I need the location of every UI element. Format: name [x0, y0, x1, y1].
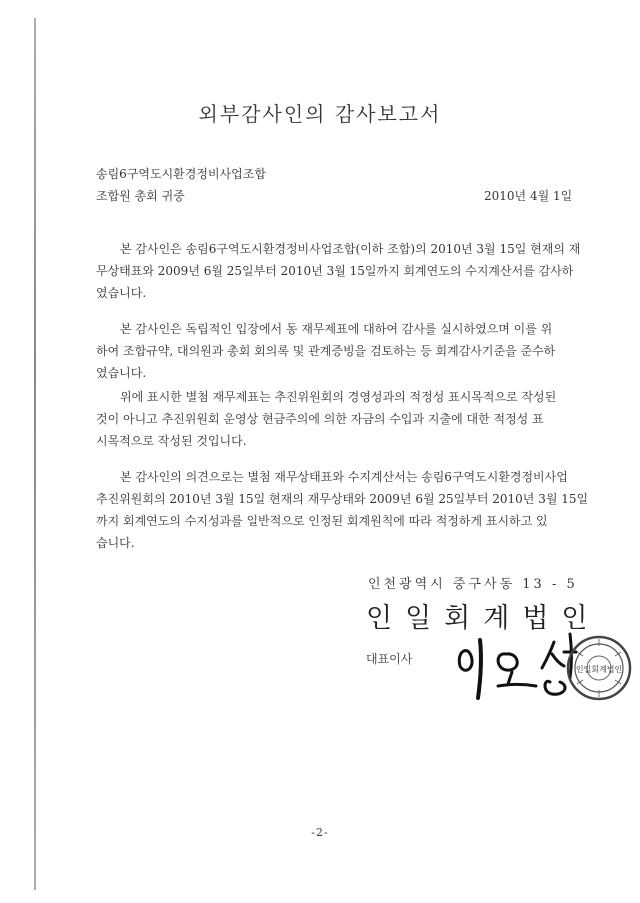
recipient-organization: 송림6구역도시환경정비사업조합 — [96, 167, 266, 181]
company-seal — [563, 622, 633, 710]
paragraph-line: 시목적으로 작성된 것입니다. — [96, 434, 247, 448]
paragraph-line: 였습니다. — [96, 366, 147, 380]
firm-address: 인천광역시 중구사동 13 - 5 — [368, 577, 578, 592]
paragraph-line: 하여 조합규약, 대의원과 총회 회의록 및 관계증빙을 검토하는 등 회계감사기준을 준수하 — [96, 344, 556, 358]
paragraph-line: 본 감사인의 의견으로는 별첨 재무상태표와 수지계산서는 송림6구역도시환경정비사업 — [120, 470, 568, 484]
representative-label: 대표이사 — [366, 652, 413, 666]
paragraph-line: 위에 표시한 별첨 재무제표는 추진위원회의 경영성과의 적정성 표시목적으로 작성된 — [120, 390, 557, 404]
paragraph-3 — [96, 386, 592, 452]
recipient-addressee: 조합원 총회 귀중 — [96, 189, 185, 203]
paragraph-2 — [96, 318, 592, 384]
report-date: 2010년 4월 1일 — [484, 189, 573, 203]
paragraph-line: 까지 회계연도의 수지성과를 일반적으로 인정된 회계원칙에 따라 적정하게 표시하고 있 — [96, 514, 548, 528]
paragraph-line: 본 감사인은 독립적인 입장에서 동 재무제표에 대하여 감사를 실시하였으며 이를 위 — [120, 322, 553, 336]
paragraph-line: 무상태표와 2009년 6월 25일부터 2010년 3월 15일까지 회계연도의 수지계산서를 감사하 — [96, 264, 574, 278]
scan-edge — [34, 18, 36, 890]
paragraph-line: 본 감사인은 송림6구역도시환경정비사업조합(이하 조합)의 2010년 3월 15일 현재의 재 — [120, 242, 581, 256]
paragraph-line: 였습니다. — [96, 286, 147, 300]
paragraph-4 — [96, 466, 592, 554]
paragraph-1 — [96, 238, 592, 304]
report-title: 외부감사인의 감사보고서 — [198, 102, 442, 126]
paragraph-line: 습니다. — [96, 536, 135, 550]
seal-text: 인일회계법인 — [575, 665, 623, 674]
paragraph-line: 추진위원회의 2010년 3월 15일 현재의 재무상태와 2009년 6월 25일부터 2010년 3월 15일 — [96, 492, 589, 506]
paragraph-line: 것이 아니고 추진위원회 운영상 현금주의에 의한 자금의 수입과 지출에 대한 적정성 표 — [96, 412, 544, 426]
firm-name: 인일회계법인 — [366, 603, 601, 634]
page-number: -2- — [311, 826, 329, 839]
